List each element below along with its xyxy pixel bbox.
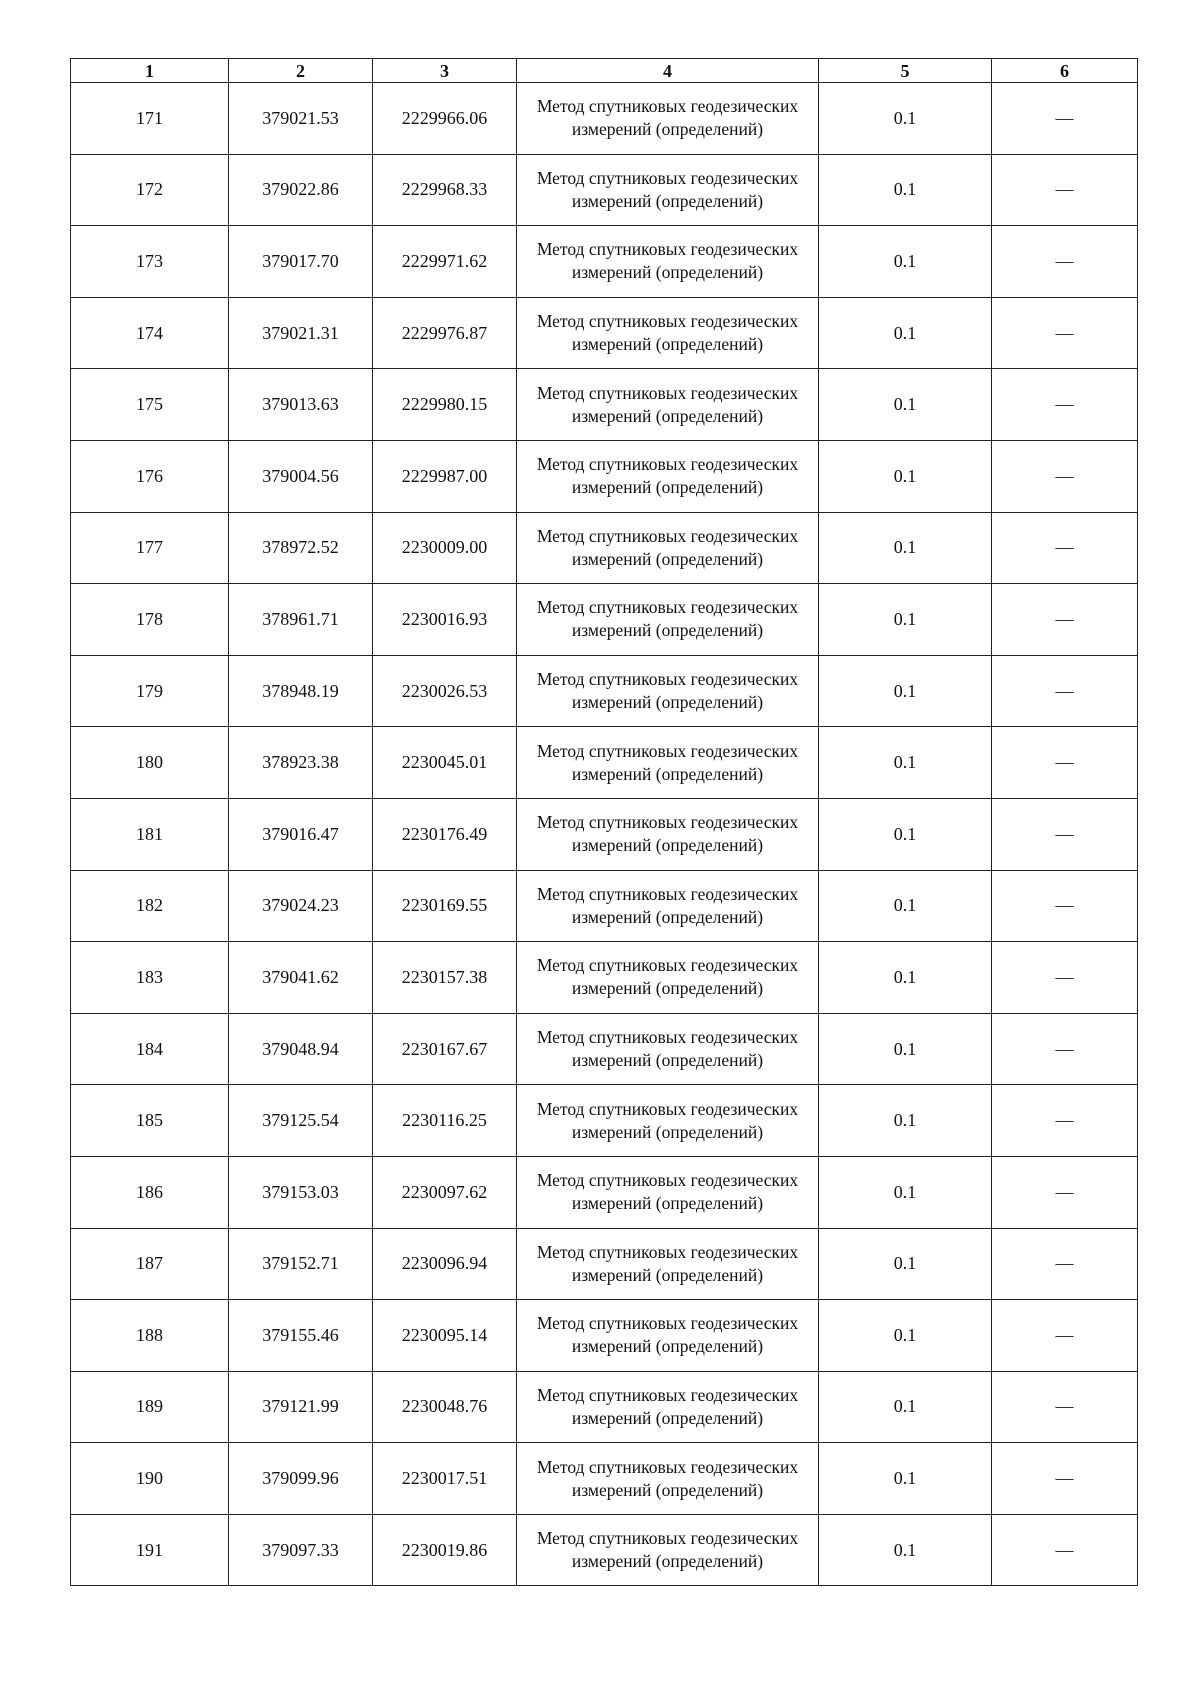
- accuracy-cell: 0.1: [819, 1013, 992, 1085]
- table-header-row: [71, 59, 1138, 83]
- accuracy-cell: 0.1: [819, 655, 992, 727]
- y-coordinate-cell: 2230016.93: [373, 584, 517, 656]
- point-number-cell: 175: [71, 369, 229, 441]
- accuracy-cell: 0.1: [819, 226, 992, 298]
- method-cell: Метод спутниковых геодезических измерений (определений): [517, 1085, 819, 1157]
- point-number-cell: 174: [71, 297, 229, 369]
- column-header-2: 2: [229, 59, 373, 83]
- y-coordinate-cell: 2230009.00: [373, 512, 517, 584]
- note-cell: —: [992, 512, 1138, 584]
- table-row: [71, 440, 1138, 512]
- coordinates-table: [70, 58, 1138, 1586]
- method-cell: Метод спутниковых геодезических измерений (определений): [517, 727, 819, 799]
- point-number-cell: 187: [71, 1228, 229, 1300]
- accuracy-cell: 0.1: [819, 1156, 992, 1228]
- x-coordinate-cell: 378948.19: [229, 655, 373, 727]
- point-number-cell: 182: [71, 870, 229, 942]
- x-coordinate-cell: 379155.46: [229, 1300, 373, 1372]
- y-coordinate-cell: 2230096.94: [373, 1228, 517, 1300]
- accuracy-cell: 0.1: [819, 942, 992, 1014]
- table-row: [71, 1156, 1138, 1228]
- point-number-cell: 190: [71, 1443, 229, 1515]
- y-coordinate-cell: 2230095.14: [373, 1300, 517, 1372]
- note-cell: —: [992, 154, 1138, 226]
- note-cell: —: [992, 83, 1138, 155]
- method-cell: Метод спутниковых геодезических измерений (определений): [517, 798, 819, 870]
- y-coordinate-cell: 2229980.15: [373, 369, 517, 441]
- note-cell: —: [992, 1156, 1138, 1228]
- table-row: [71, 1085, 1138, 1157]
- y-coordinate-cell: 2230048.76: [373, 1371, 517, 1443]
- table-body: [71, 83, 1138, 1586]
- note-cell: —: [992, 655, 1138, 727]
- table-row: [71, 83, 1138, 155]
- y-coordinate-cell: 2229966.06: [373, 83, 517, 155]
- table-row: [71, 1371, 1138, 1443]
- x-coordinate-cell: 379024.23: [229, 870, 373, 942]
- x-coordinate-cell: 379013.63: [229, 369, 373, 441]
- column-header-3: 3: [373, 59, 517, 83]
- accuracy-cell: 0.1: [819, 1371, 992, 1443]
- y-coordinate-cell: 2229976.87: [373, 297, 517, 369]
- point-number-cell: 183: [71, 942, 229, 1014]
- column-header-6: 6: [992, 59, 1138, 83]
- table-row: [71, 870, 1138, 942]
- x-coordinate-cell: 379097.33: [229, 1514, 373, 1586]
- accuracy-cell: 0.1: [819, 369, 992, 441]
- x-coordinate-cell: 379099.96: [229, 1443, 373, 1515]
- note-cell: —: [992, 1013, 1138, 1085]
- method-cell: Метод спутниковых геодезических измерений (определений): [517, 1013, 819, 1085]
- note-cell: —: [992, 1371, 1138, 1443]
- point-number-cell: 172: [71, 154, 229, 226]
- x-coordinate-cell: 379017.70: [229, 226, 373, 298]
- table-row: [71, 369, 1138, 441]
- point-number-cell: 177: [71, 512, 229, 584]
- table-row: [71, 655, 1138, 727]
- table-row: [71, 297, 1138, 369]
- x-coordinate-cell: 379021.53: [229, 83, 373, 155]
- y-coordinate-cell: 2230045.01: [373, 727, 517, 799]
- y-coordinate-cell: 2230017.51: [373, 1443, 517, 1515]
- table-row: [71, 1300, 1138, 1372]
- accuracy-cell: 0.1: [819, 1514, 992, 1586]
- point-number-cell: 191: [71, 1514, 229, 1586]
- table-row: [71, 727, 1138, 799]
- y-coordinate-cell: 2230026.53: [373, 655, 517, 727]
- method-cell: Метод спутниковых геодезических измерений (определений): [517, 1156, 819, 1228]
- point-number-cell: 178: [71, 584, 229, 656]
- note-cell: —: [992, 798, 1138, 870]
- x-coordinate-cell: 379152.71: [229, 1228, 373, 1300]
- note-cell: —: [992, 1085, 1138, 1157]
- method-cell: Метод спутниковых геодезических измерений (определений): [517, 440, 819, 512]
- method-cell: Метод спутниковых геодезических измерений (определений): [517, 297, 819, 369]
- y-coordinate-cell: 2230097.62: [373, 1156, 517, 1228]
- accuracy-cell: 0.1: [819, 154, 992, 226]
- accuracy-cell: 0.1: [819, 440, 992, 512]
- note-cell: —: [992, 1514, 1138, 1586]
- table-row: [71, 1013, 1138, 1085]
- method-cell: Метод спутниковых геодезических измерений (определений): [517, 1514, 819, 1586]
- column-header-1: 1: [71, 59, 229, 83]
- method-cell: Метод спутниковых геодезических измерений (определений): [517, 1228, 819, 1300]
- note-cell: —: [992, 942, 1138, 1014]
- method-cell: Метод спутниковых геодезических измерений (определений): [517, 942, 819, 1014]
- note-cell: —: [992, 297, 1138, 369]
- x-coordinate-cell: 379021.31: [229, 297, 373, 369]
- accuracy-cell: 0.1: [819, 1085, 992, 1157]
- y-coordinate-cell: 2229987.00: [373, 440, 517, 512]
- accuracy-cell: 0.1: [819, 870, 992, 942]
- x-coordinate-cell: 379153.03: [229, 1156, 373, 1228]
- y-coordinate-cell: 2230167.67: [373, 1013, 517, 1085]
- accuracy-cell: 0.1: [819, 1228, 992, 1300]
- table-row: [71, 226, 1138, 298]
- x-coordinate-cell: 379048.94: [229, 1013, 373, 1085]
- note-cell: —: [992, 1228, 1138, 1300]
- method-cell: Метод спутниковых геодезических измерений (определений): [517, 369, 819, 441]
- point-number-cell: 173: [71, 226, 229, 298]
- point-number-cell: 184: [71, 1013, 229, 1085]
- point-number-cell: 179: [71, 655, 229, 727]
- point-number-cell: 171: [71, 83, 229, 155]
- method-cell: Метод спутниковых геодезических измерений (определений): [517, 154, 819, 226]
- table-row: [71, 154, 1138, 226]
- y-coordinate-cell: 2230176.49: [373, 798, 517, 870]
- point-number-cell: 181: [71, 798, 229, 870]
- note-cell: —: [992, 584, 1138, 656]
- table-row: [71, 1228, 1138, 1300]
- note-cell: —: [992, 440, 1138, 512]
- accuracy-cell: 0.1: [819, 1443, 992, 1515]
- x-coordinate-cell: 378961.71: [229, 584, 373, 656]
- accuracy-cell: 0.1: [819, 584, 992, 656]
- note-cell: —: [992, 226, 1138, 298]
- table-row: [71, 512, 1138, 584]
- table-row: [71, 584, 1138, 656]
- column-header-4: 4: [517, 59, 819, 83]
- point-number-cell: 188: [71, 1300, 229, 1372]
- method-cell: Метод спутниковых геодезических измерений (определений): [517, 870, 819, 942]
- table-row: [71, 798, 1138, 870]
- point-number-cell: 189: [71, 1371, 229, 1443]
- y-coordinate-cell: 2230116.25: [373, 1085, 517, 1157]
- accuracy-cell: 0.1: [819, 512, 992, 584]
- point-number-cell: 185: [71, 1085, 229, 1157]
- column-header-5: 5: [819, 59, 992, 83]
- note-cell: —: [992, 369, 1138, 441]
- x-coordinate-cell: 378972.52: [229, 512, 373, 584]
- x-coordinate-cell: 379125.54: [229, 1085, 373, 1157]
- y-coordinate-cell: 2229968.33: [373, 154, 517, 226]
- method-cell: Метод спутниковых геодезических измерений (определений): [517, 1300, 819, 1372]
- point-number-cell: 180: [71, 727, 229, 799]
- method-cell: Метод спутниковых геодезических измерений (определений): [517, 655, 819, 727]
- x-coordinate-cell: 379022.86: [229, 154, 373, 226]
- x-coordinate-cell: 379041.62: [229, 942, 373, 1014]
- method-cell: Метод спутниковых геодезических измерений (определений): [517, 584, 819, 656]
- x-coordinate-cell: 379121.99: [229, 1371, 373, 1443]
- method-cell: Метод спутниковых геодезических измерений (определений): [517, 512, 819, 584]
- x-coordinate-cell: 379004.56: [229, 440, 373, 512]
- note-cell: —: [992, 1443, 1138, 1515]
- accuracy-cell: 0.1: [819, 297, 992, 369]
- note-cell: —: [992, 870, 1138, 942]
- method-cell: Метод спутниковых геодезических измерений (определений): [517, 1443, 819, 1515]
- accuracy-cell: 0.1: [819, 1300, 992, 1372]
- x-coordinate-cell: 379016.47: [229, 798, 373, 870]
- y-coordinate-cell: 2229971.62: [373, 226, 517, 298]
- table-row: [71, 942, 1138, 1014]
- note-cell: —: [992, 727, 1138, 799]
- table-row: [71, 1514, 1138, 1586]
- accuracy-cell: 0.1: [819, 727, 992, 799]
- accuracy-cell: 0.1: [819, 83, 992, 155]
- x-coordinate-cell: 378923.38: [229, 727, 373, 799]
- y-coordinate-cell: 2230019.86: [373, 1514, 517, 1586]
- point-number-cell: 186: [71, 1156, 229, 1228]
- point-number-cell: 176: [71, 440, 229, 512]
- y-coordinate-cell: 2230169.55: [373, 870, 517, 942]
- method-cell: Метод спутниковых геодезических измерений (определений): [517, 1371, 819, 1443]
- table-row: [71, 1443, 1138, 1515]
- y-coordinate-cell: 2230157.38: [373, 942, 517, 1014]
- note-cell: —: [992, 1300, 1138, 1372]
- method-cell: Метод спутниковых геодезических измерений (определений): [517, 83, 819, 155]
- method-cell: Метод спутниковых геодезических измерений (определений): [517, 226, 819, 298]
- accuracy-cell: 0.1: [819, 798, 992, 870]
